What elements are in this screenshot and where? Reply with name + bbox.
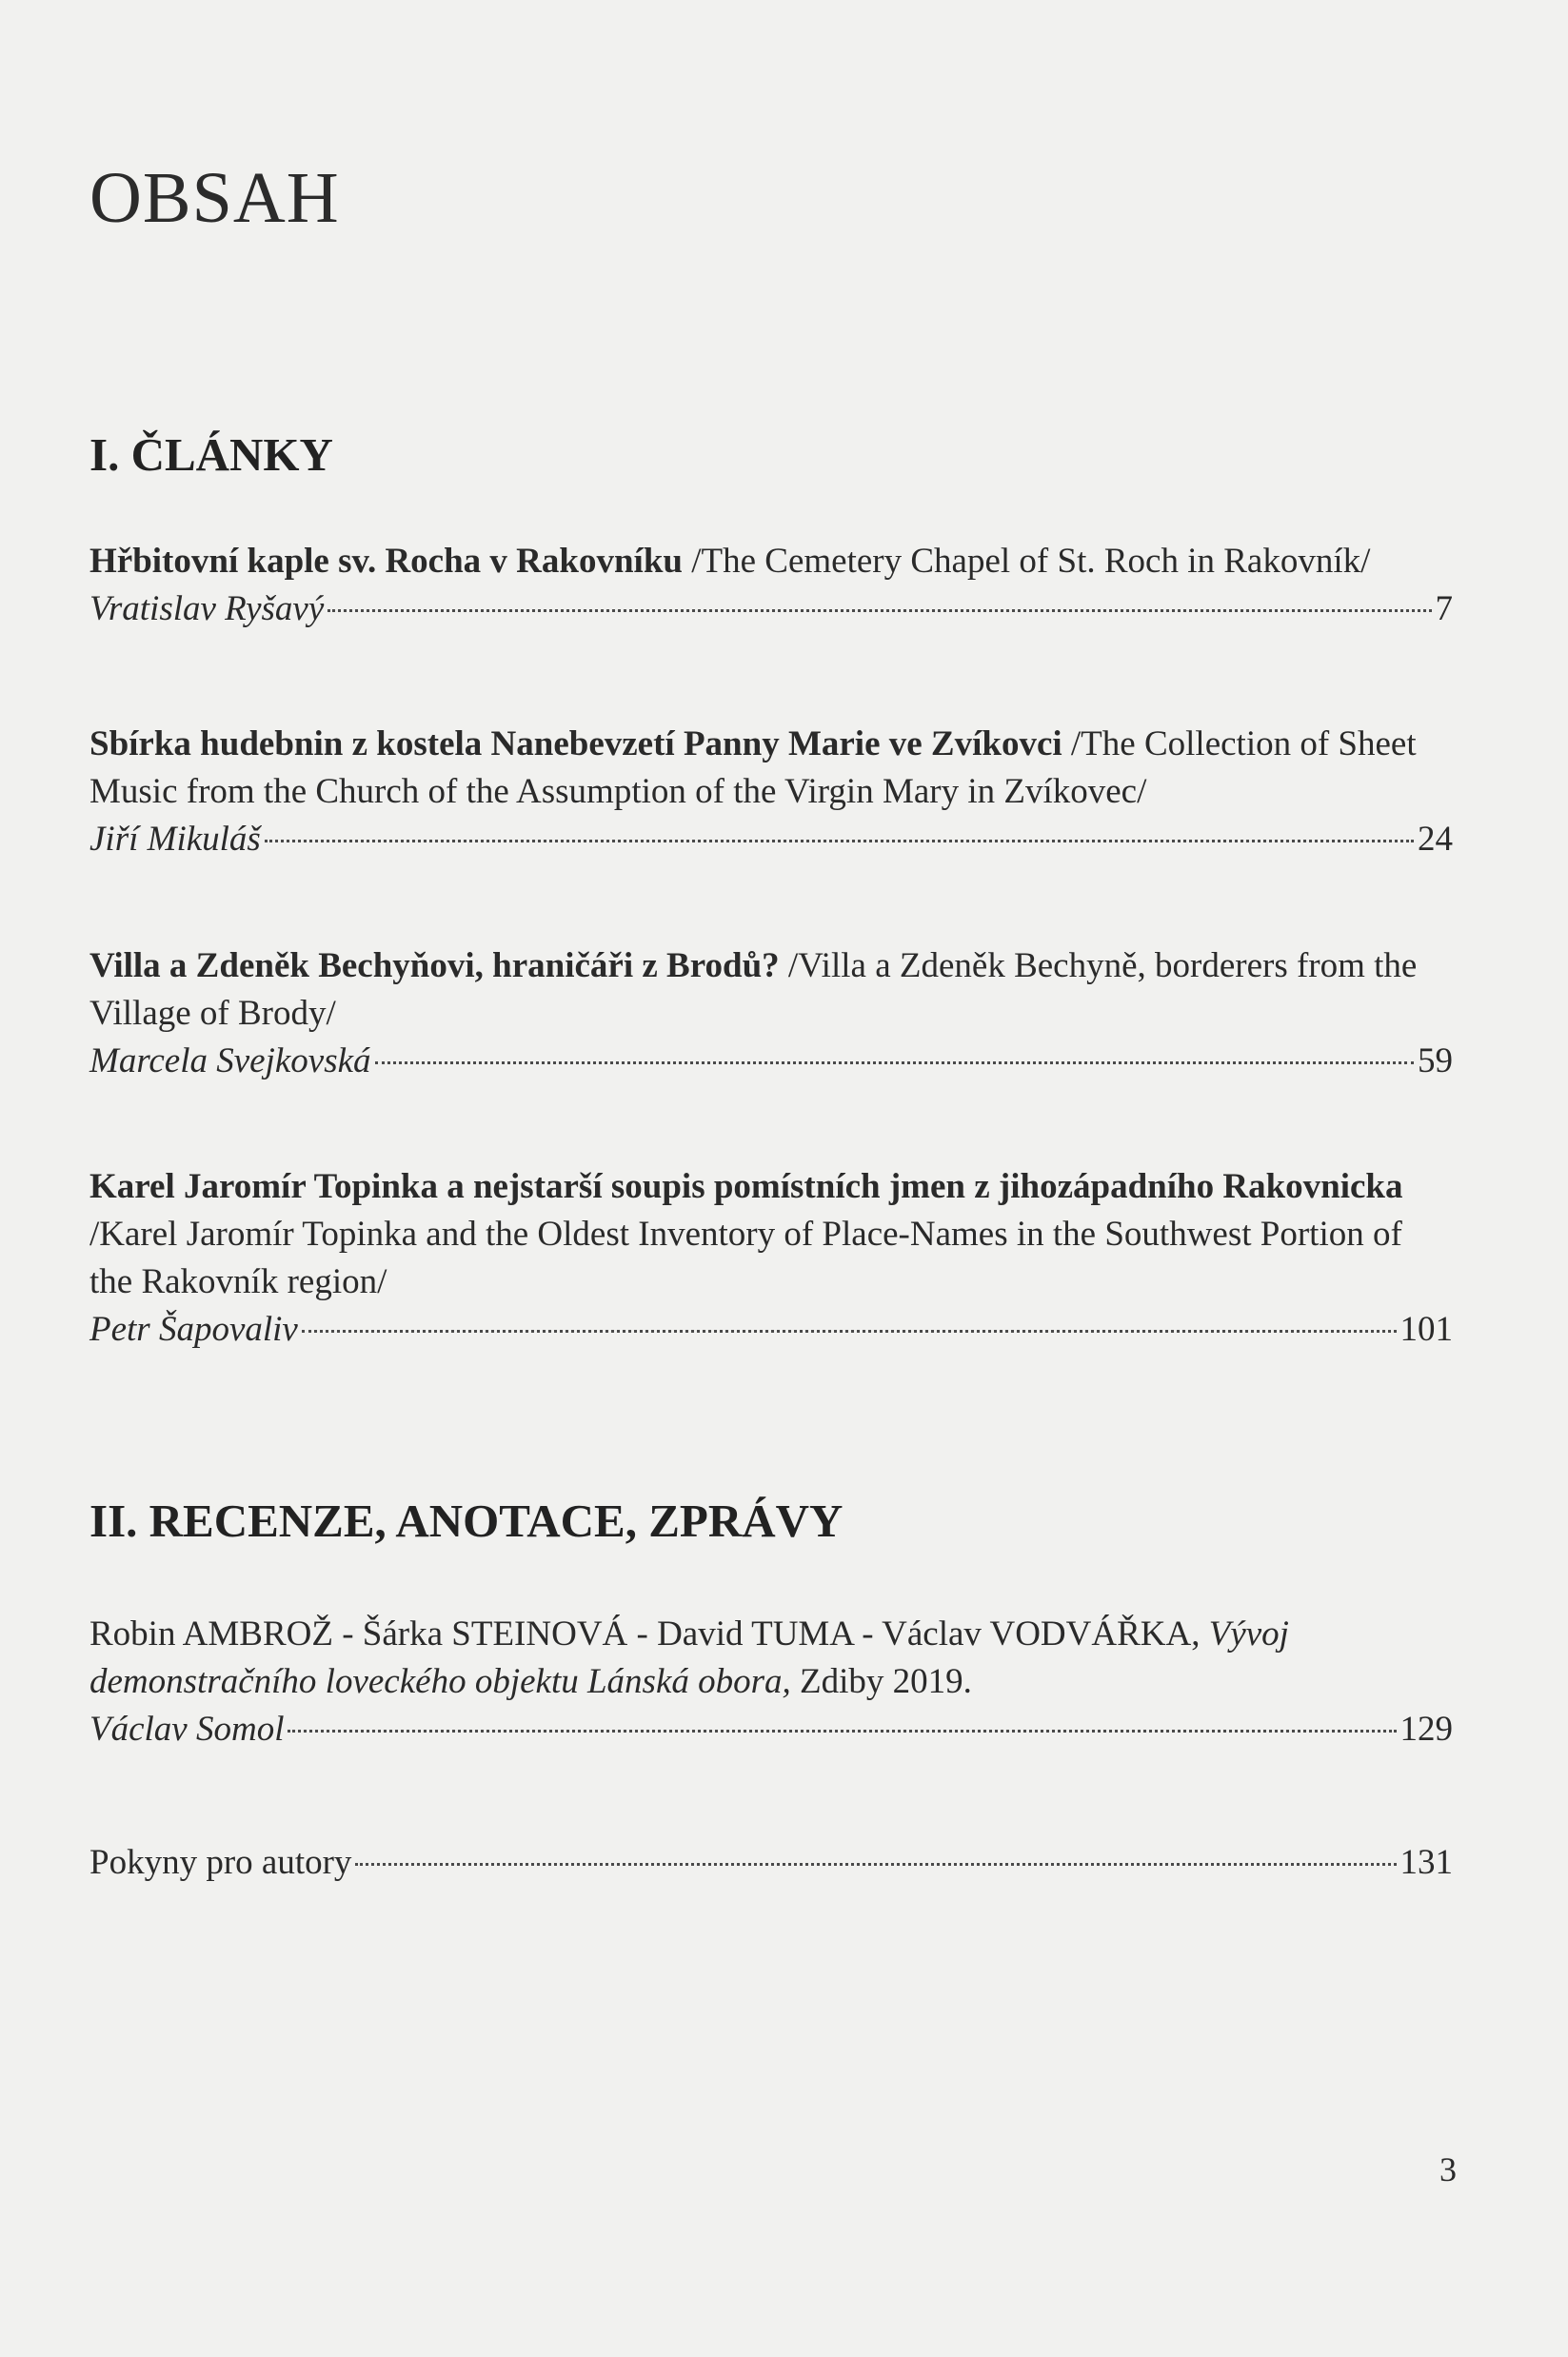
- toc-entry: [89, 942, 1453, 1085]
- toc-line: [89, 816, 1453, 863]
- dot-leader: [265, 840, 1414, 842]
- toc-entry: [89, 1163, 1453, 1354]
- toc-entry-guidelines: [89, 1839, 1453, 1887]
- dot-leader: [375, 1061, 1414, 1064]
- entry-title-english: /The Collection of Sheet Music from the Church of the Assumption of the Virgin Mary in Zvíkovec/: [89, 724, 1417, 811]
- toc-entry: [89, 1611, 1453, 1753]
- dot-leader: [302, 1330, 1397, 1333]
- entry-title: [89, 1611, 1453, 1706]
- toc-entry: [89, 721, 1453, 863]
- entry-author: Petr Šapovaliv: [89, 1310, 298, 1349]
- entry-page-number: 101: [1399, 1310, 1453, 1349]
- toc-line: [89, 585, 1453, 633]
- entry-title-authors: Robin AMBROŽ - Šárka STEINOVÁ - David TUMA - Václav VODVÁŘKA,: [89, 1614, 1209, 1654]
- dot-leader: [327, 609, 1431, 612]
- entry-title-english: /Villa a Zdeněk Bechyně, borderers from the Village of Brody/: [89, 946, 1418, 1033]
- entry-title-imprint: Zdiby 2019.: [790, 1662, 972, 1701]
- entry-title-czech: Villa a Zdeněk Bechyňovi, hraničáři z Brodů?: [89, 946, 780, 985]
- entry-author: Jiří Mikuláš: [89, 820, 261, 859]
- page-number: 3: [1439, 2150, 1457, 2189]
- entry-page-number: 59: [1418, 1041, 1453, 1080]
- entry-title-czech: Karel Jaromír Topinka a nejstarší soupis pomístních jmen z jihozápadního Rakovnicka: [89, 1167, 1403, 1206]
- toc-line: [89, 1706, 1453, 1753]
- section-heading-clanky: I. ČLÁNKY: [89, 428, 333, 481]
- dot-leader: [355, 1863, 1396, 1866]
- entry-author: Václav Somol: [89, 1710, 285, 1749]
- entry-title-work: Vývoj demonstračního loveckého objektu Lánská obora,: [89, 1614, 1289, 1701]
- toc-line: [89, 1038, 1453, 1085]
- guidelines-page-number: 131: [1399, 1843, 1453, 1882]
- section-heading-recenze: II. RECENZE, ANOTACE, ZPRÁVY: [89, 1495, 844, 1547]
- entry-author: Vratislav Ryšavý: [89, 589, 325, 628]
- entry-author: Marcela Svejkovská: [89, 1041, 371, 1080]
- entry-title: [89, 942, 1453, 1038]
- entry-page-number: 7: [1435, 589, 1453, 628]
- guidelines-label: Pokyny pro autory: [89, 1843, 352, 1882]
- entry-title-english: /The Cemetery Chapel of St. Roch in Rakovník/: [682, 542, 1371, 581]
- entry-page-number: 129: [1399, 1710, 1453, 1749]
- toc-entry: [89, 538, 1453, 633]
- entry-title: [89, 721, 1453, 816]
- entry-title: [89, 538, 1453, 585]
- entry-page-number: 24: [1418, 820, 1453, 859]
- toc-line: [89, 1839, 1453, 1887]
- entry-title: [89, 1163, 1453, 1306]
- dot-leader: [288, 1730, 1396, 1733]
- toc-line: [89, 1306, 1453, 1354]
- entry-title-czech: Hřbitovní kaple sv. Rocha v Rakovníku: [89, 542, 683, 581]
- entry-title-czech: Sbírka hudebnin z kostela Nanebevzetí Panny Marie ve Zvíkovci: [89, 724, 1062, 763]
- page-title: OBSAH: [89, 158, 340, 238]
- entry-title-english: /Karel Jaromír Topinka and the Oldest Inventory of Place-Names in the Southwest Portion of the Rakovník region/: [89, 1215, 1402, 1301]
